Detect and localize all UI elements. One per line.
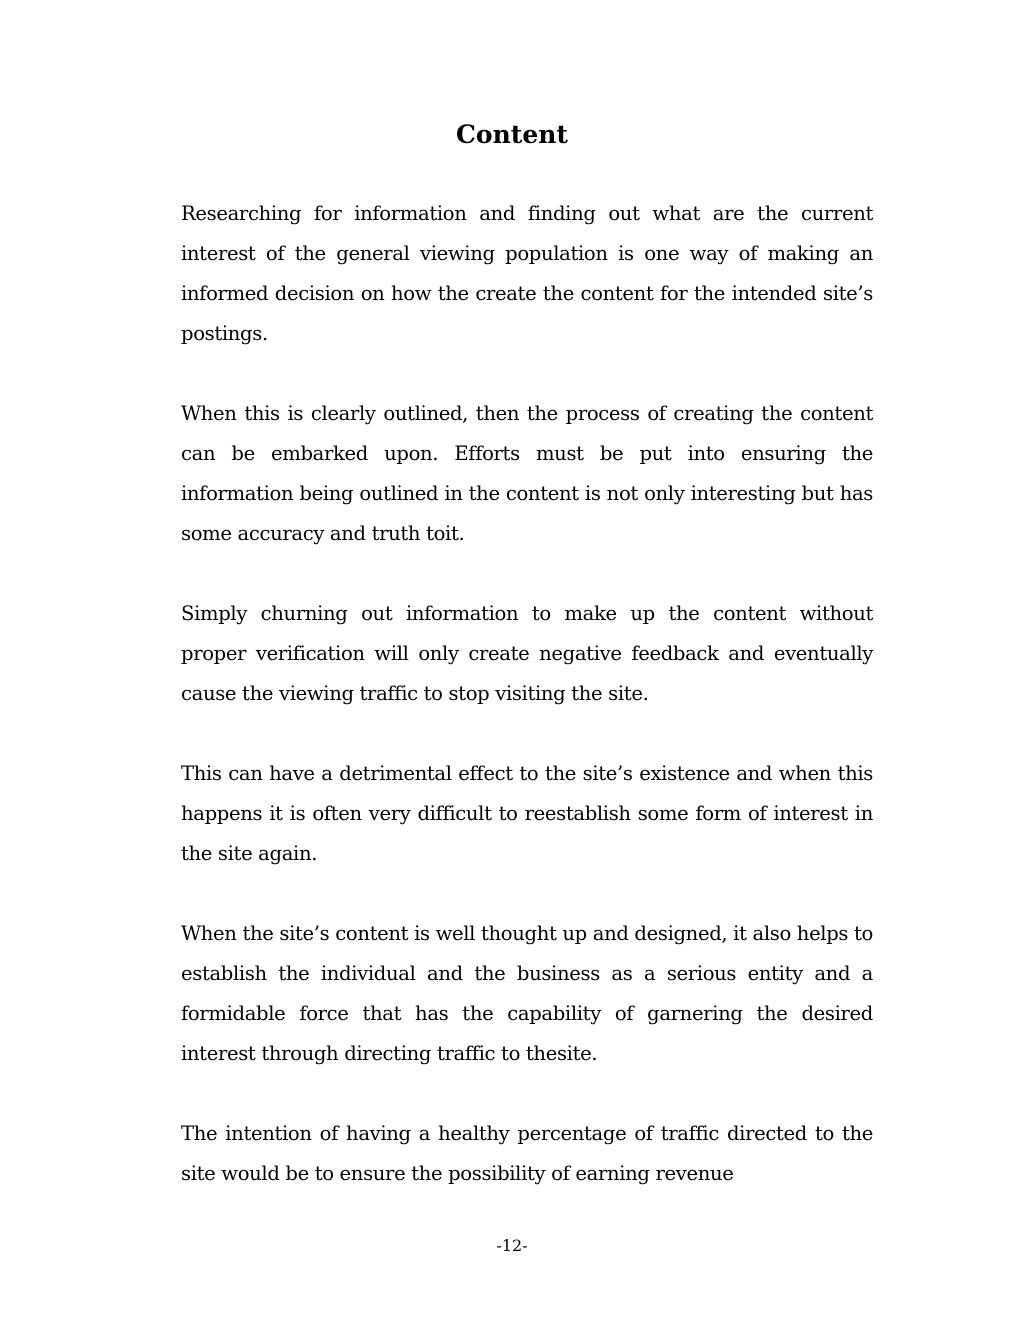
paragraph-4: This can have a detrimental effect to the site’s existence and when this happens it is often very difficult to reestablish some form of interest in the site again. [181,762,873,865]
page-number: -12- [496,1236,528,1255]
paragraph-1: Researching for information and finding out what are the current interest of the general viewing population is one way of making an informed decision on how the create the content for the intended site’s postings. [181,202,873,345]
paragraph-2: When this is clearly outlined, then the process of creating the content can be embarked upon. Efforts must be put into ensuring the information being outlined in the content is not only interesting but has some accuracy and truth toit. [181,402,873,545]
page-title: Content [456,120,568,149]
paragraph-5: When the site’s content is well thought up and designed, it also helps to establish the individual and the business as a serious entity and a formidable force that has the capability of garnering the desired interest through directing traffic to thesite. [181,922,873,1065]
body-text [181,194,873,1234]
paragraph-6: The intention of having a healthy percentage of traffic directed to the site would be to ensure the possibility of earning revenue [181,1122,873,1185]
paragraph-3: Simply churning out information to make up the content without proper verification will only create negative feedback and eventually cause the viewing traffic to stop visiting the site. [181,602,873,705]
